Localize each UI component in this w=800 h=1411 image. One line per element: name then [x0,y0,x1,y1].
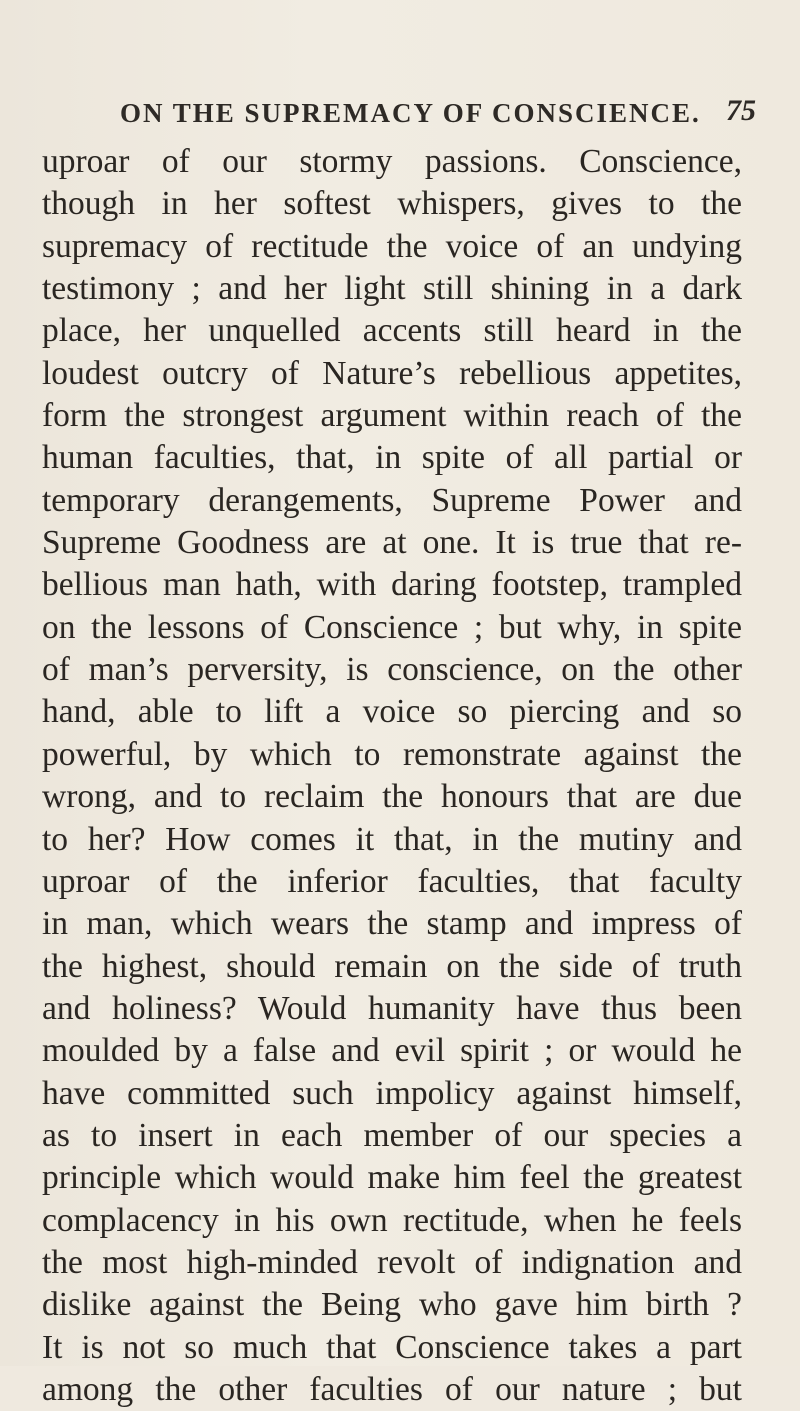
text-line: powerful, by which to remonstrate against the [42,735,742,773]
text-line: loudest outcry of Nature’s rebellious appetites, [42,354,742,392]
text-line: bellious man hath, with daring footstep, trampled [42,566,742,604]
text-line: supremacy of rectitude the voice of an undying [42,227,742,265]
text-line: hand, able to lift a voice so piercing and so [42,693,742,731]
text-line: human faculties, that, in spite of all partial or [42,439,742,477]
text-line: wrong, and to reclaim the honours that are due [42,778,742,816]
text-line: It is not so much that Conscience takes a part [42,1328,742,1366]
text-line: on the lessons of Conscience ; but why, in spite [42,608,742,646]
text-line: testimony ; and her light still shining in a dark [42,270,742,308]
text-line: among the other faculties of our nature ; but [42,1370,742,1408]
text-line: temporary derangements, Supreme Power and [42,481,742,519]
running-head [120,94,756,138]
text-line: the highest, should remain on the side of truth [42,947,742,985]
text-line: of man’s perversity, is conscience, on the other [42,651,742,689]
text-line: moulded by a false and evil spirit ; or would he [42,1032,742,1070]
text-line: uproar of the inferior faculties, that faculty [42,862,742,900]
text-line: as to insert in each member of our species a [42,1116,742,1154]
text-line: uproar of our stormy passions. Conscience, [42,143,742,180]
page-number: 75 [726,94,756,127]
text-line: dislike against the Being who gave him birth ? [42,1286,742,1324]
running-title: ON THE SUPREMACY OF CONSCIENCE. [120,98,701,128]
text-line: complacency in his own rectitude, when he feels [42,1201,742,1239]
text-line: in man, which wears the stamp and impress of [42,905,742,943]
body-text [42,141,742,1411]
text-line: have committed such impolicy against himself, [42,1074,742,1112]
text-line: Supreme Goodness are at one. It is true that re- [42,524,742,562]
text-line: the most high-minded revolt of indignation and [42,1243,742,1281]
text-line: place, her unquelled accents still heard in the [42,312,742,350]
text-line: though in her softest whispers, gives to the [42,185,742,223]
text-line: principle which would make him feel the greatest [42,1159,742,1197]
text-line: and holiness? Would humanity have thus been [42,989,742,1027]
text-line: to her? How comes it that, in the mutiny and [42,820,742,858]
text-line: form the strongest argument within reach of the [42,397,742,435]
